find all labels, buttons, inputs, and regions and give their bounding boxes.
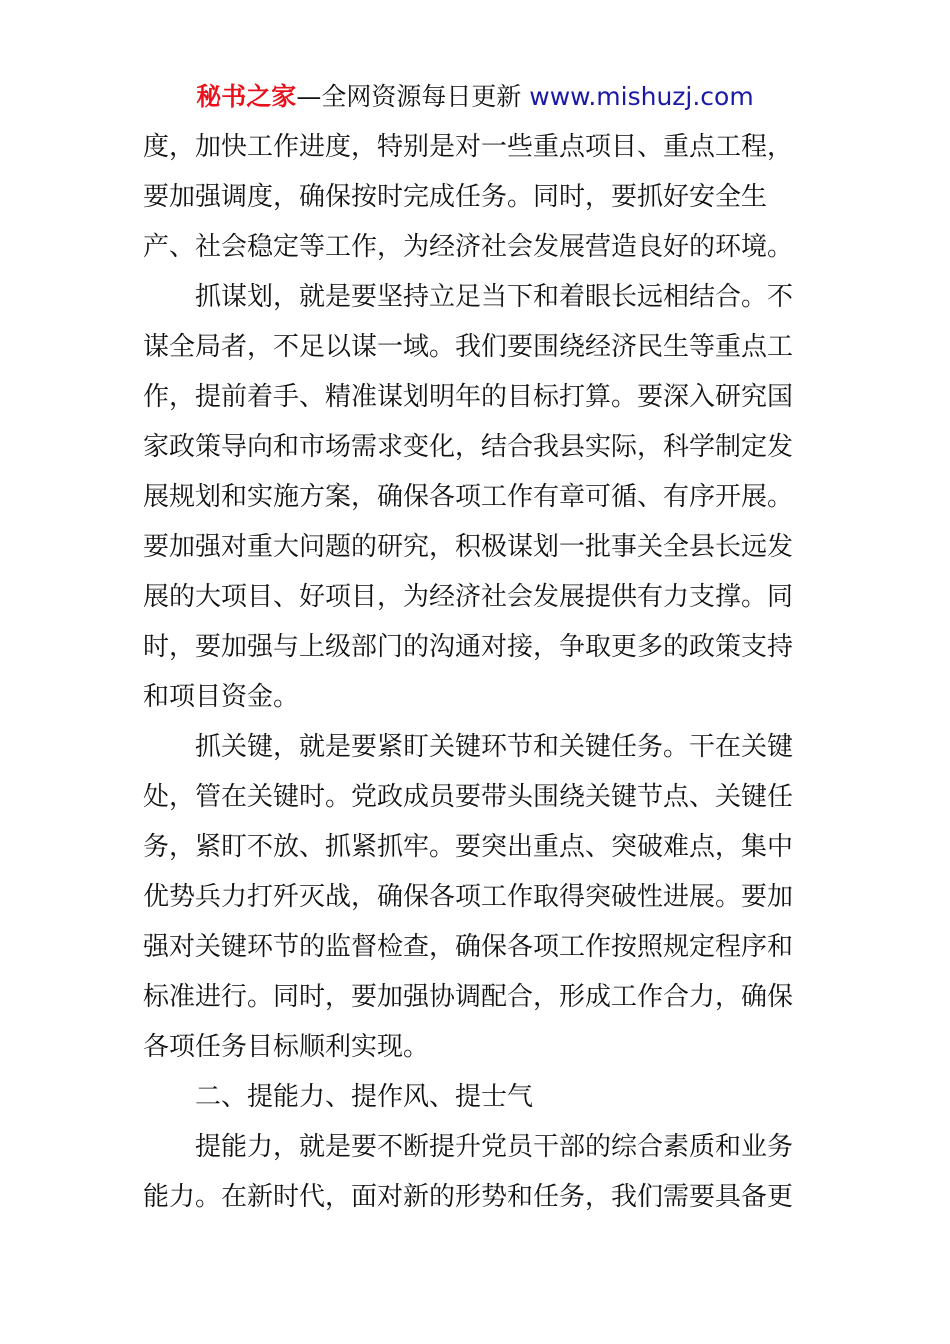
text-line: 处，管在关键时。党政成员要带头围绕关键节点、关键任 (143, 782, 794, 812)
text-line: 提能力，就是要不断提升党员干部的综合素质和业务 (143, 1132, 794, 1162)
text-line: 抓关键，就是要紧盯关键环节和关键任务。干在关键 (143, 732, 794, 762)
document-body (143, 122, 808, 1222)
text-line: 标准进行。同时，要加强协调配合，形成工作合力，确保 (143, 982, 794, 1012)
text-line: 时，要加强与上级部门的沟通对接，争取更多的政策支持 (143, 632, 794, 662)
header-tagline: —全网资源每日更新 (296, 82, 522, 111)
section-heading: 二、提能力、提作风、提士气 (143, 1082, 534, 1112)
text-line: 抓谋划，就是要坚持立足当下和着眼长远相结合。不 (143, 282, 794, 312)
text-line: 展的大项目、好项目，为经济社会发展提供有力支撑。同 (143, 582, 794, 612)
text-line: 强对关键环节的监督检查，确保各项工作按照规定程序和 (143, 932, 794, 962)
text-line: 和项目资金。 (143, 682, 300, 712)
text-line: 务，紧盯不放、抓紧抓牢。要突出重点、突破难点，集中 (143, 832, 794, 862)
text-line: 家政策导向和市场需求变化，结合我县实际，科学制定发 (143, 432, 794, 462)
text-line: 展规划和实施方案，确保各项工作有章可循、有序开展。 (143, 482, 794, 512)
text-line: 谋全局者，不足以谋一域。我们要围绕经济民生等重点工 (143, 332, 794, 362)
page-header (0, 80, 950, 114)
text-line: 要加强调度，确保按时完成任务。同时，要抓好安全生 (143, 182, 768, 212)
brand-name: 秘书之家 (196, 82, 297, 111)
website-url[interactable]: www.mishuzj.com (529, 82, 754, 111)
text-line: 要加强对重大问题的研究，积极谋划一批事关全县长远发 (143, 532, 794, 562)
text-line: 度，加快工作进度，特别是对一些重点项目、重点工程， (143, 132, 794, 162)
text-line: 能力。在新时代，面对新的形势和任务，我们需要具备更 (143, 1182, 794, 1212)
text-line: 产、社会稳定等工作，为经济社会发展营造良好的环境。 (143, 232, 794, 262)
text-line: 作，提前着手、精准谋划明年的目标打算。要深入研究国 (143, 382, 794, 412)
text-line: 各项任务目标顺利实现。 (143, 1032, 430, 1062)
text-line: 优势兵力打歼灭战，确保各项工作取得突破性进展。要加 (143, 882, 794, 912)
